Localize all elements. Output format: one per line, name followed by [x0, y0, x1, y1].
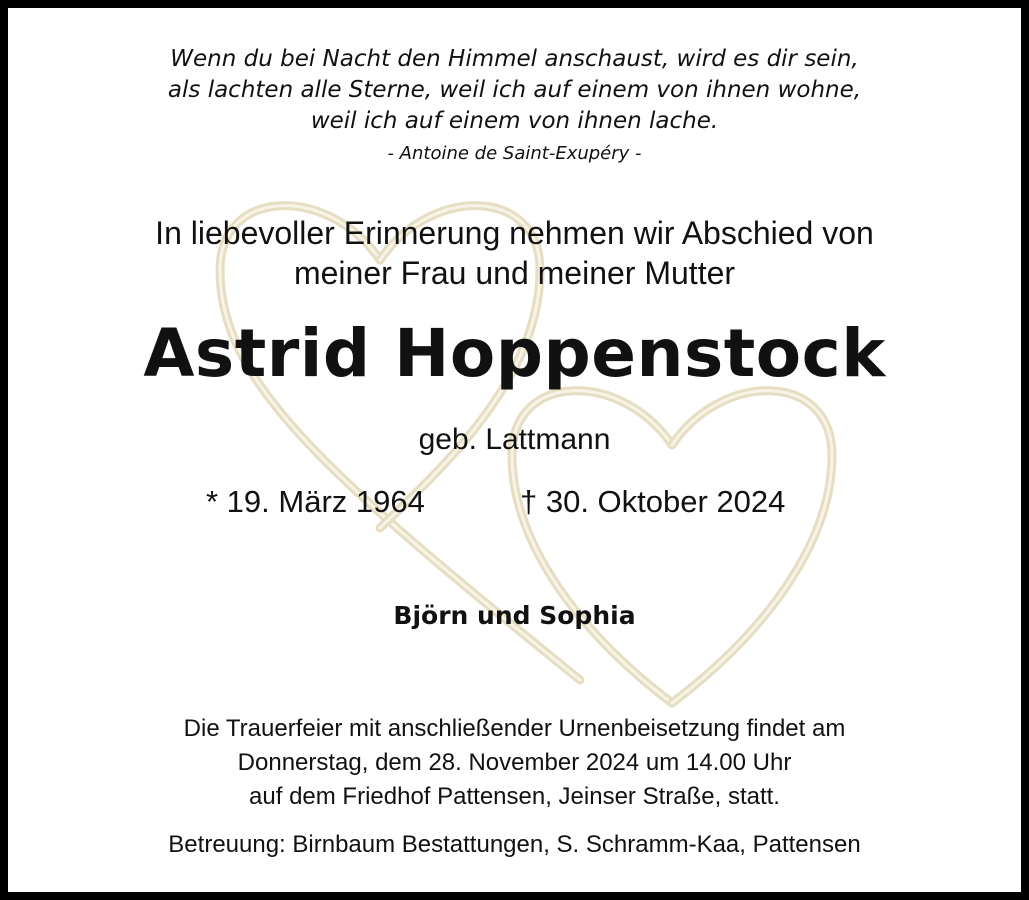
- service-line: Die Trauerfeier mit anschließender Urnenbeisetzung findet am: [183, 715, 846, 742]
- service-line: Donnerstag, dem 28. November 2024 um 14.00 Uhr: [237, 749, 792, 776]
- death-date: † 30. Oktober 2024: [520, 484, 786, 519]
- quote-line: als lachten alle Sterne, weil ich auf einem von ihnen wohne,: [167, 77, 862, 103]
- mourners: Björn und Sophia: [393, 601, 636, 630]
- maiden-name: geb. Lattmann: [418, 423, 611, 456]
- quote-attribution: - Antoine de Saint-Exupéry -: [387, 143, 642, 164]
- quote-line: Wenn du bei Nacht den Himmel anschaust, wird es dir sein,: [170, 46, 859, 72]
- intro-line: meiner Frau und meiner Mutter: [293, 255, 736, 291]
- service-line: auf dem Friedhof Pattensen, Jeinser Straße, statt.: [249, 783, 780, 810]
- quote-line: weil ich auf einem von ihnen lache.: [310, 108, 719, 134]
- undertaker-info: Betreuung: Birnbaum Bestattungen, S. Schramm-Kaa, Pattensen: [168, 831, 861, 858]
- deceased-name: Astrid Hoppenstock: [143, 315, 886, 392]
- birth-date: * 19. März 1964: [206, 484, 425, 519]
- intro-line: In liebevoller Erinnerung nehmen wir Abschied von: [155, 215, 874, 251]
